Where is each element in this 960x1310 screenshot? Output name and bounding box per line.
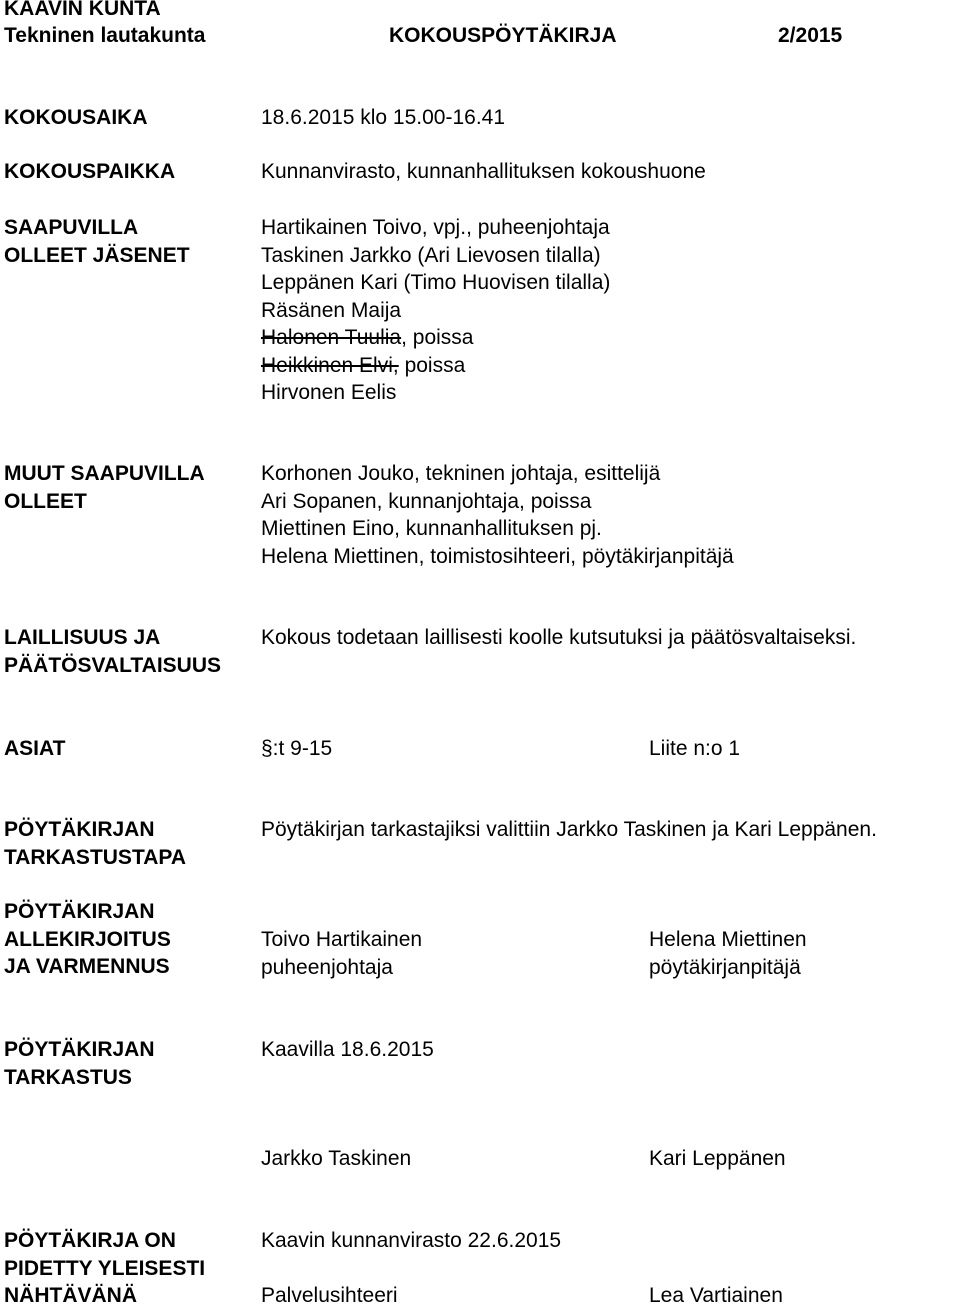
municipality-name: KAAVIN KUNTA: [4, 0, 161, 20]
signer-role: pöytäkirjanpitäjä: [649, 955, 801, 979]
public-display-label: PÖYTÄKIRJA ON PIDETTY YLEISESTI NÄHTÄVÄNÄ: [4, 1229, 206, 1307]
official-name: Lea Vartiainen: [649, 1284, 783, 1307]
others-list: [261, 460, 734, 570]
review-method-text: Pöytäkirjan tarkastajiksi valittiin Jarkko Taskinen ja Kari Leppänen.: [261, 818, 877, 841]
signature-label: PÖYTÄKIRJAN ALLEKIRJOITUS JA VARMENNUS: [4, 900, 171, 978]
committee-name: Tekninen lautakunta: [4, 24, 206, 47]
review-method-label: PÖYTÄKIRJAN TARKASTUSTAPA: [4, 818, 186, 869]
meeting-place-value: Kunnanvirasto, kunnanhallituksen kokoushuone: [261, 160, 706, 183]
meeting-time-label: KOKOUSAIKA: [4, 106, 148, 129]
public-display-place-date: Kaavin kunnanvirasto 22.6.2015: [261, 1229, 562, 1252]
list-item: Helena Miettinen, toimistosihteeri, pöytäkirjanpitäjä: [261, 544, 734, 568]
member-item: Leppänen Kari (Timo Huovisen tilalla): [261, 271, 611, 294]
signer-role: puheenjohtaja: [261, 955, 393, 979]
document-number: 2/2015: [778, 24, 843, 47]
meeting-place-label: KOKOUSPAIKKA: [4, 160, 176, 183]
members-list: [261, 214, 610, 407]
signer-secretary: [649, 926, 807, 981]
document-type: KOKOUSPÖYTÄKIRJA: [389, 24, 617, 47]
legality-text: Kokous todetaan laillisesti koolle kutsutuksi ja päätösvaltaiseksi.: [261, 626, 857, 649]
official-role: Palvelusihteeri: [261, 1284, 398, 1307]
attachment-number: Liite n:o 1: [649, 737, 741, 760]
signer-name: Toivo Hartikainen: [261, 928, 423, 951]
reviewer-name: Jarkko Taskinen: [261, 1147, 412, 1170]
members-label: SAAPUVILLA OLLEET JÄSENET: [4, 216, 190, 267]
member-item: Hartikainen Toivo, vpj., puheenjohtaja: [261, 216, 610, 239]
list-item: Miettinen Eino, kunnanhallituksen pj.: [261, 517, 602, 540]
member-item: Heikkinen Elvi, poissa: [261, 353, 466, 377]
review-label: PÖYTÄKIRJAN TARKASTUS: [4, 1038, 155, 1089]
member-item: Hirvonen Eelis: [261, 381, 397, 404]
signer-chair: [261, 926, 422, 981]
signer-name: Helena Miettinen: [649, 928, 807, 951]
member-item: Halonen Tuulia, poissa: [261, 326, 474, 349]
member-item: Räsänen Maija: [261, 298, 402, 322]
legality-label: LAILLISUUS JA PÄÄTÖSVALTAISUUS: [4, 626, 222, 677]
review-place-date: Kaavilla 18.6.2015: [261, 1038, 434, 1061]
items-label: ASIAT: [4, 737, 66, 760]
meeting-time-value: 18.6.2015 klo 15.00-16.41: [261, 106, 506, 129]
items-range: §:t 9-15: [261, 737, 333, 760]
member-item: Taskinen Jarkko (Ari Lievosen tilalla): [261, 243, 601, 267]
list-item: Ari Sopanen, kunnanjohtaja, poissa: [261, 489, 592, 513]
others-label: MUUT SAAPUVILLA OLLEET: [4, 462, 205, 513]
reviewer-name: Kari Leppänen: [649, 1147, 786, 1170]
list-item: Korhonen Jouko, tekninen johtaja, esittelijä: [261, 462, 661, 485]
